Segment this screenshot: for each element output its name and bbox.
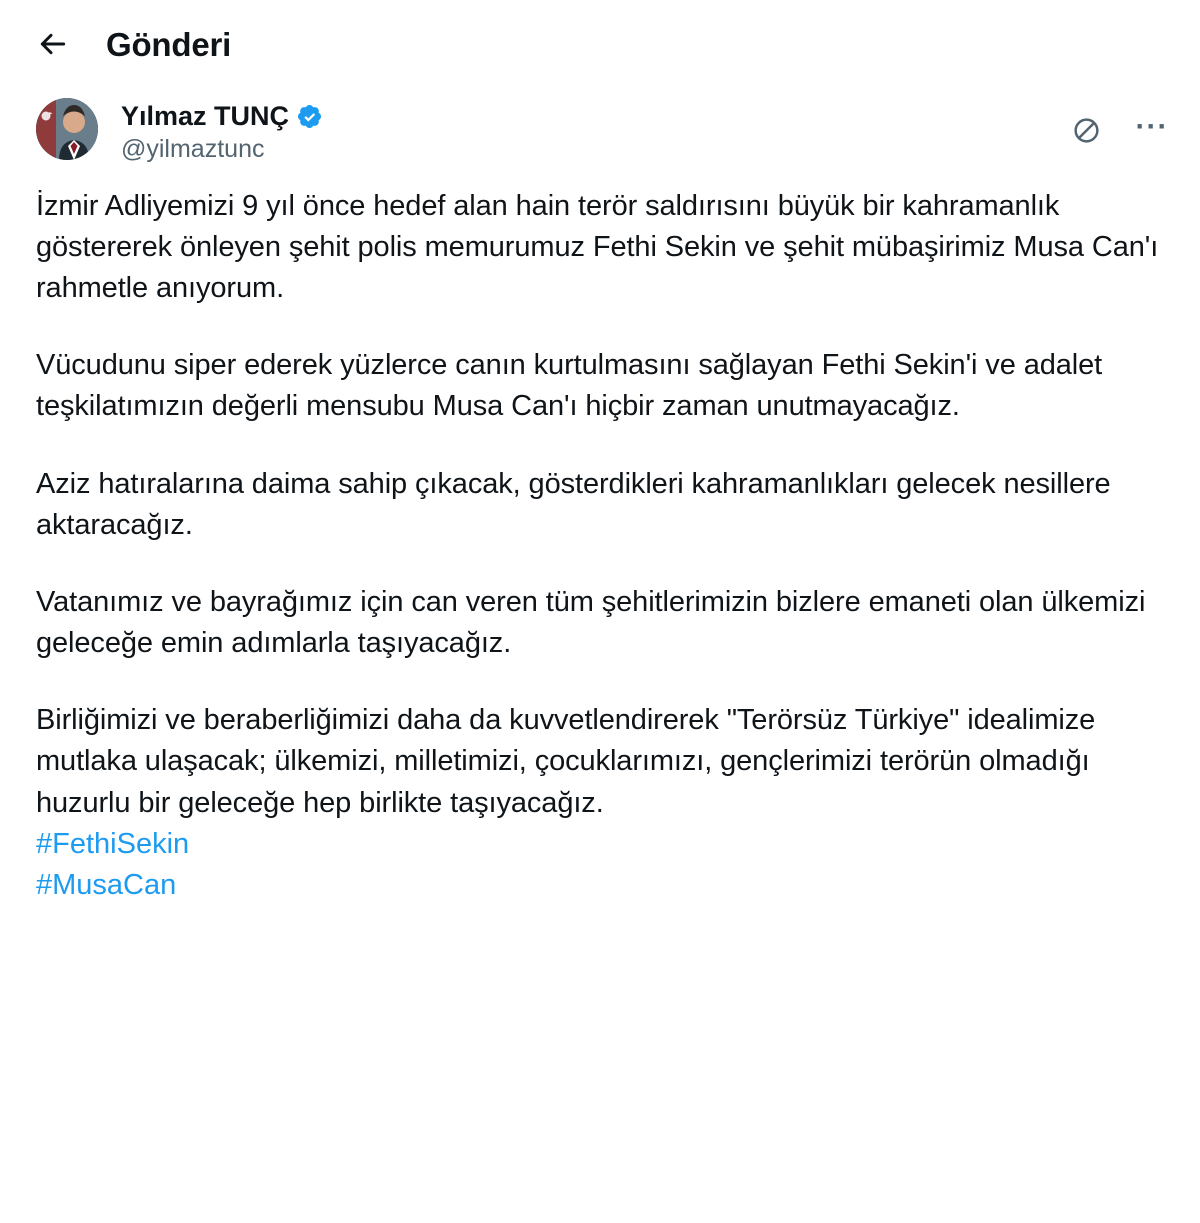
back-arrow-icon [37, 28, 69, 60]
page-header [0, 0, 1200, 88]
slashed-circle-icon [1071, 115, 1102, 149]
avatar[interactable] [36, 98, 98, 160]
post-hashtags [0, 824, 1200, 906]
post-paragraph: Vücudunu siper ederek yüzlerce canın kurtulmasını sağlayan Fethi Sekin'i ve adalet teşkilatımızın değerli mensubu Musa Can'ı hiçbir zaman unutmayacağız. [36, 349, 1103, 423]
post-paragraph: Aziz hatıralarına daima sahip çıkacak, gösterdikleri kahramanlıkları gelecek nesillere aktaracağız. [36, 467, 1111, 541]
author-handle[interactable]: @yilmaztunc [121, 135, 265, 164]
post-text [0, 166, 1200, 824]
post-paragraph: İzmir Adliyemizi 9 yıl önce hedef alan hain terör saldırısını büyük bir kahramanlık göstererek önleyen şehit polis memurumuz Fethi Sekin ve şehit mübaşirimiz Musa Can'ı rahmetle anıyorum. [36, 189, 1159, 304]
post-actions [1064, 98, 1174, 154]
back-button[interactable] [30, 21, 76, 67]
mute-button[interactable] [1064, 110, 1108, 154]
author-name-line [121, 100, 323, 132]
more-options-icon: ··· [1135, 110, 1169, 143]
hashtag-link[interactable]: #MusaCan [36, 868, 177, 901]
more-options-button[interactable] [1130, 110, 1174, 154]
page-title: Gönderi [106, 25, 232, 63]
post-paragraph: Birliğimizi ve beraberliğimizi daha da kuvvetlendirerek "Terörsüz Türkiye" idealimize mutlaka ulaşacak; ülkemizi, milletimizi, çocuklarımızı, gençlerimizi terörün olmadığı huzurlu bir geleceğe hep birlikte taşıyacağız. [36, 704, 1096, 819]
verified-badge-icon [296, 103, 323, 130]
author-display-name[interactable]: Yılmaz TUNÇ [121, 101, 290, 131]
author-meta [121, 98, 323, 166]
post-paragraph: Vatanımız ve bayrağımız için can veren tüm şehitlerimizin bizlere emaneti olan ülkemizi geleceğe emin adımlarla taşıyacağız. [36, 585, 1146, 660]
author-row [0, 88, 1200, 166]
hashtag-link[interactable]: #FethiSekin [36, 827, 190, 860]
